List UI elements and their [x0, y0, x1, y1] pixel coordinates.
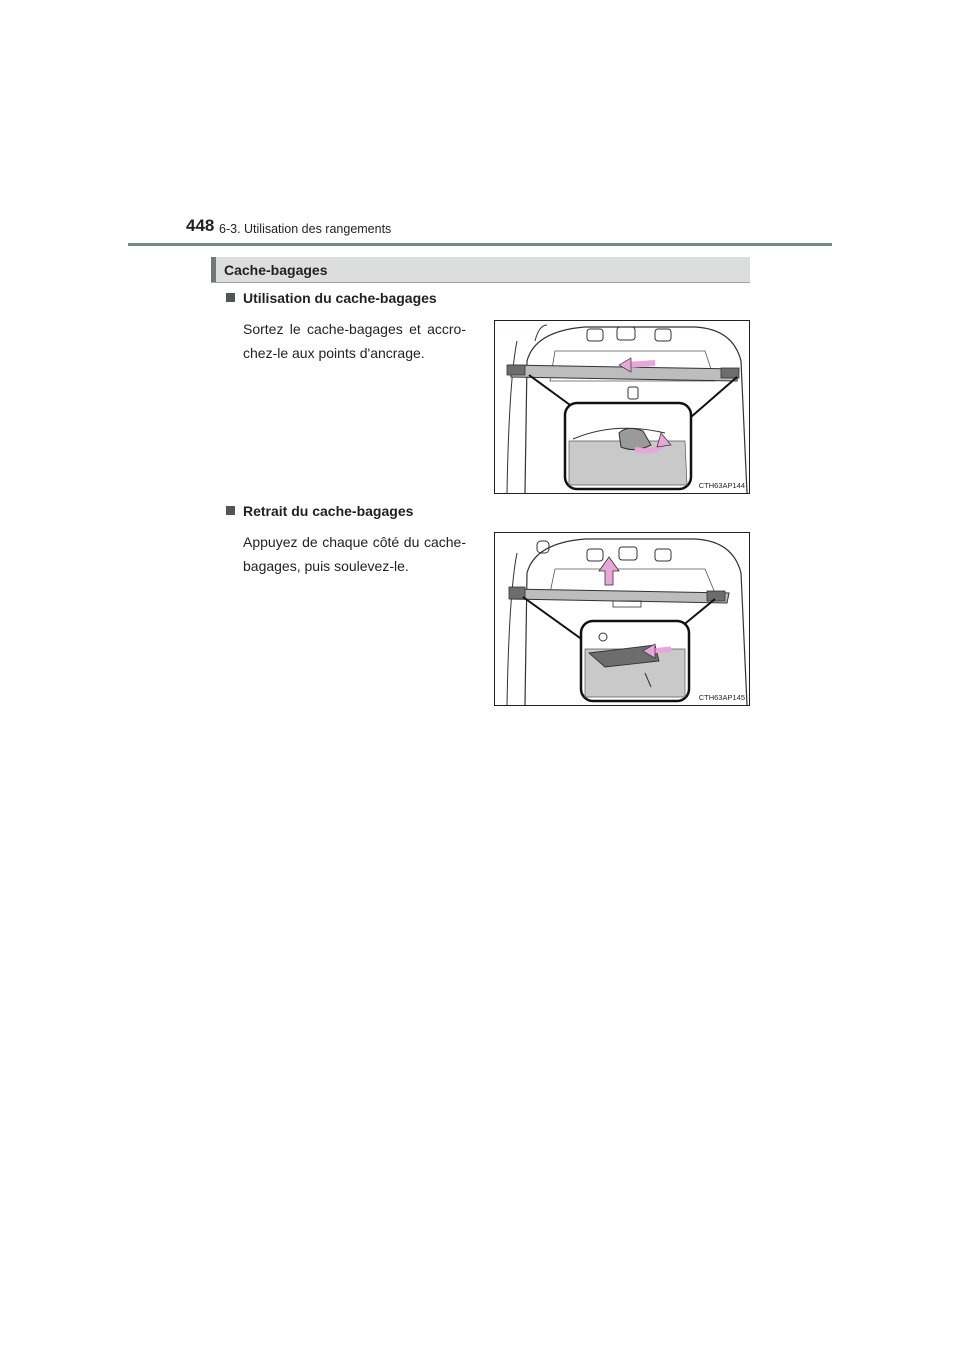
illustration-remove-cover	[495, 533, 749, 705]
illustration-attach-cover	[495, 321, 749, 493]
subheading-attach-text: Utilisation du cache-bagages	[243, 290, 437, 306]
subheading-attach	[226, 289, 437, 307]
square-bullet-icon	[226, 506, 235, 515]
subheading-remove-text: Retrait du cache-bagages	[243, 503, 414, 519]
figure-remove-cover	[494, 532, 750, 706]
section-title-bar	[211, 257, 750, 283]
paragraph-remove: Appuyez de chaque côté du cache-bagages, puis soulevez-le.	[243, 534, 466, 574]
figure-attach-cover	[494, 320, 750, 494]
square-bullet-icon	[226, 293, 235, 302]
section-bar-accent	[211, 257, 216, 282]
header-rule	[128, 243, 832, 246]
figure-code-attach: CTH63AP144	[698, 481, 745, 490]
subheading-remove	[226, 502, 413, 520]
section-title: Cache-bagages	[224, 262, 328, 278]
page-number: 448	[186, 216, 215, 235]
paragraph-attach: Sortez le cache-bagages et accro-chez-le aux points d'ancrage.	[243, 321, 466, 361]
figure-code-remove: CTH63AP145	[698, 693, 745, 702]
running-head: 6-3. Utilisation des rangements	[219, 222, 392, 236]
